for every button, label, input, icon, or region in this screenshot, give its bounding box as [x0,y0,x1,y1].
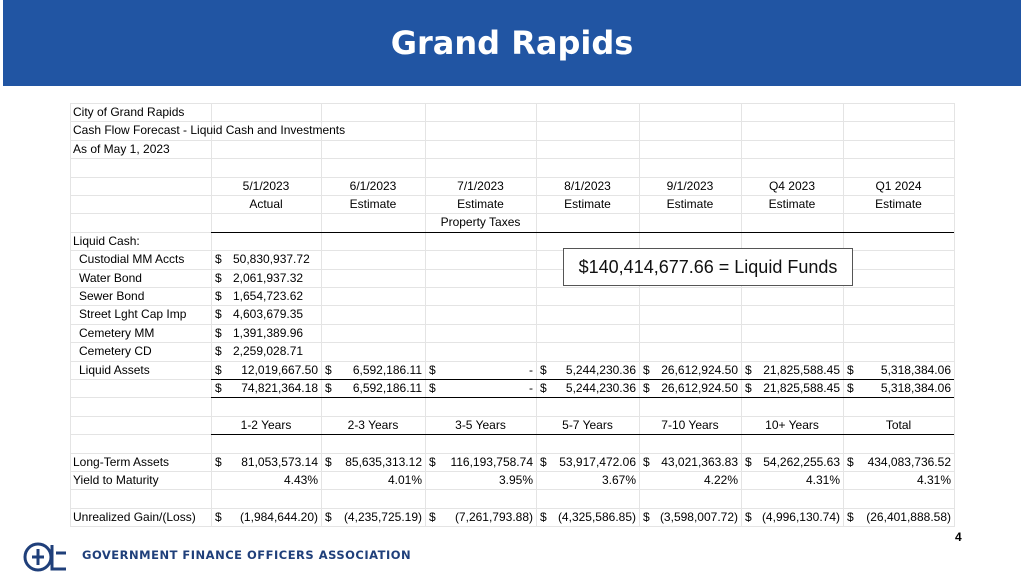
long-term-value: 116,193,758.74 [450,455,533,469]
currency-symbol: $ [215,307,222,321]
currency-symbol: $ [745,455,752,469]
column-type-header: Estimate [666,197,714,211]
long-term-value: 434,083,736.52 [867,455,951,469]
currency-symbol: $ [429,455,436,469]
liquid-assets-label: Liquid Assets [79,363,150,377]
liquid-assets-value: 5,318,384.06 [880,363,951,377]
term-header: Total [885,418,912,432]
currency-symbol: $ [429,363,436,377]
total-rule [211,379,954,380]
currency-symbol: $ [847,381,854,395]
currency-symbol: $ [429,510,436,524]
sheet-header-line: Cash Flow Forecast - Liquid Cash and Investments [73,123,346,137]
term-header: 5-7 Years [562,418,613,432]
column-date-header: Q4 2023 [768,179,816,193]
currency-symbol: $ [540,363,547,377]
column-type-header: Actual [249,197,283,211]
long-term-value: 53,917,472.06 [559,455,636,469]
currency-symbol: $ [429,381,436,395]
term-header: 10+ Years [765,418,819,432]
gain-value: (4,996,130.74) [761,510,840,524]
column-date-header: Q1 2024 [875,179,922,193]
liquid-total-value: - [529,381,533,395]
sheet-header-line: As of May 1, 2023 [73,142,170,156]
currency-symbol: $ [540,381,547,395]
liquid-row-label: Water Bond [79,271,142,285]
grid-line-vertical [425,103,426,527]
title-banner [3,0,1021,86]
currency-symbol: $ [325,455,332,469]
gfoa-footer-text: GOVERNMENT FINANCE OFFICERS ASSOCIATION [82,548,412,562]
currency-symbol: $ [325,510,332,524]
currency-symbol: $ [215,510,222,524]
currency-symbol: $ [215,252,222,266]
gain-value: (1,984,644.20) [239,510,318,524]
header-underline [211,232,954,233]
gain-value: (3,598,007.72) [659,510,738,524]
liquid-assets-value: 5,244,230.36 [565,363,636,377]
liquid-row-value: 4,603,679.35 [233,307,304,321]
ytm-value: 4.43% [283,473,318,487]
liquid-assets-value: 26,612,924.50 [661,363,738,377]
grid-line-vertical [639,103,640,527]
page-number: 4 [955,530,962,544]
gain-value: (7,261,793.88) [454,510,533,524]
liquid-row-value: 1,391,389.96 [233,326,304,340]
term-header: 3-5 Years [455,418,506,432]
gain-value: (26,401,888.58) [866,510,951,524]
liquid-row-value: 2,061,937.32 [233,271,304,285]
liquid-total-value: 5,318,384.06 [880,381,951,395]
column-type-header: Estimate [349,197,397,211]
currency-symbol: $ [215,271,222,285]
long-term-value: 81,053,573.14 [241,455,318,469]
currency-symbol: $ [643,510,650,524]
liquid-row-label: Sewer Bond [79,289,145,303]
ytm-value: 3.67% [601,473,636,487]
gain-value: (4,235,725.19) [343,510,422,524]
liquid-assets-value: 6,592,186.11 [352,363,422,377]
grid-line-vertical [536,103,537,527]
ytm-value: 4.01% [387,473,422,487]
currency-symbol: $ [540,510,547,524]
long-term-label: Long-Term Assets [73,455,170,469]
currency-symbol: $ [215,289,222,303]
cash-flow-table [70,103,954,527]
column-type-header: Estimate [564,197,611,211]
ytm-value: 3.95% [498,473,533,487]
column-type-header: Estimate [457,197,504,211]
liquid-total-value: 6,592,186.11 [352,381,422,395]
long-term-value: 85,635,313.12 [345,455,422,469]
currency-symbol: $ [847,510,854,524]
currency-symbol: $ [847,455,854,469]
column-date-header: 5/1/2023 [242,179,290,193]
column-date-header: 8/1/2023 [564,179,611,193]
grid-line-vertical [843,103,844,527]
liquid-assets-value: 21,825,588.45 [763,363,840,377]
gain-value: (4,325,586.85) [557,510,636,524]
liquid-row-label: Cemetery MM [79,326,155,340]
currency-symbol: $ [540,455,547,469]
grid-line-vertical [954,103,955,527]
currency-symbol: $ [643,363,650,377]
grid-line-vertical [70,103,71,527]
currency-symbol: $ [325,381,332,395]
currency-symbol: $ [215,455,222,469]
currency-symbol: $ [215,326,222,340]
liquid-row-value: 2,259,028.71 [233,344,304,358]
currency-symbol: $ [643,381,650,395]
currency-symbol: $ [745,381,752,395]
term-header-underline [211,434,954,435]
liquid-total-value: 5,244,230.36 [565,381,636,395]
term-header: 7-10 Years [661,418,719,432]
grid-line-horizontal [70,158,954,159]
currency-symbol: $ [643,455,650,469]
currency-symbol: $ [325,363,332,377]
liquid-funds-callout: $140,414,677.66 = Liquid Funds [563,248,853,286]
slide-title: Grand Rapids [390,24,634,62]
liquid-assets-value: 12,019,667.50 [241,363,318,377]
currency-symbol: $ [745,510,752,524]
ytm-value: 4.31% [916,473,951,487]
column-date-header: 9/1/2023 [666,179,714,193]
long-term-value: 54,262,255.63 [763,455,840,469]
currency-symbol: $ [215,344,222,358]
column-date-header: 6/1/2023 [349,179,397,193]
ytm-value: 4.31% [805,473,840,487]
column-date-header: 7/1/2023 [457,179,504,193]
liquid-row-value: 50,830,937.72 [233,252,310,266]
column-type-header: Estimate [875,197,922,211]
column-type-header: Estimate [768,197,816,211]
currency-symbol: $ [847,363,854,377]
ytm-value: 4.22% [703,473,738,487]
liquid-row-value: 1,654,723.62 [233,289,304,303]
grid-line-horizontal [70,489,954,490]
sheet-header-line: City of Grand Rapids [73,105,185,119]
gain-label: Unrealized Gain/(Loss) [73,510,196,524]
grid-line-vertical [741,103,742,527]
grid-line-vertical [321,103,322,527]
liquid-row-label: Cemetery CD [79,344,152,358]
liquid-assets-value: - [529,363,533,377]
currency-symbol: $ [745,363,752,377]
grid-line-horizontal [70,526,954,527]
liquid-total-value: 26,612,924.50 [661,381,738,395]
term-header: 1-2 Years [240,418,292,432]
total-rule [211,397,954,398]
long-term-value: 43,021,363.83 [661,455,738,469]
property-taxes-note: Property Taxes [440,215,521,229]
term-header: 2-3 Years [347,418,399,432]
gfoa-logo-icon [22,539,74,575]
currency-symbol: $ [215,381,222,395]
liquid-cash-label: Liquid Cash: [73,234,140,248]
currency-symbol: $ [215,363,222,377]
liquid-row-label: Street Lght Cap Imp [79,307,187,321]
grid-line-vertical [211,103,212,527]
liquid-total-value: 21,825,588.45 [763,381,840,395]
ytm-label: Yield to Maturity [73,473,159,487]
liquid-total-value: 74,821,364.18 [241,381,318,395]
liquid-row-label: Custodial MM Accts [79,252,185,266]
